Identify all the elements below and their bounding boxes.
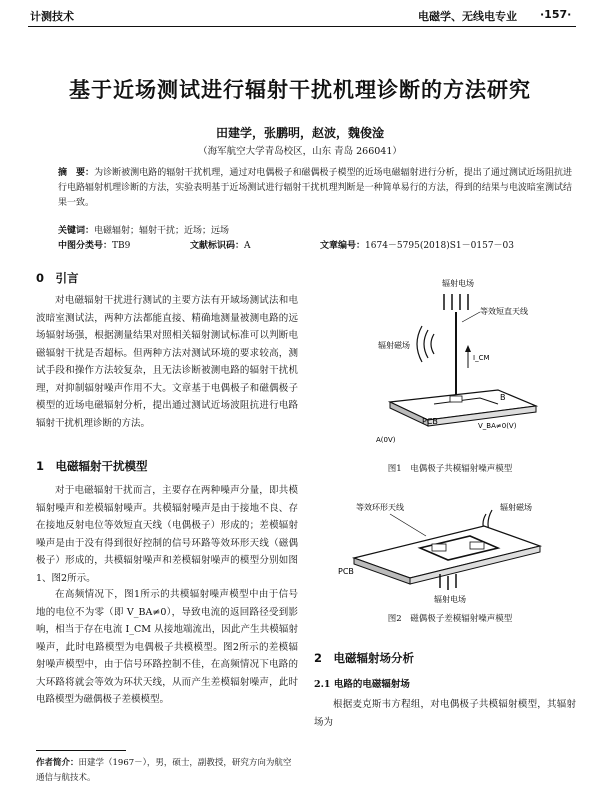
section-0-heading: 0 引言 xyxy=(36,271,79,285)
electric-field-arrows-icon xyxy=(444,294,468,310)
keywords-text: 电磁辐射；辐射干扰；近场；远场 xyxy=(94,226,230,236)
fig2-label-pcb: PCB xyxy=(338,567,354,576)
header-rule xyxy=(28,26,576,27)
footnote-rule xyxy=(36,750,126,751)
fig1-label-b: B xyxy=(500,393,506,402)
section-0-paragraph: 对电磁辐射干扰进行测试的主要方法有开域场测试法和电波暗室测试法，两种方法都能直接、精确地测量被测电路的远场辐射场强，根据测量结果对照相关辐射测试标准可以判断电磁辐射干扰是否超标。但两种方法对测试环境的要求较高，测试手段和操作方法较复杂，且无法诊断被测电路的辐射干扰机理，对抑制辐射噪声作用不大。文章基于电偶极子和磁偶极子模型的近场电磁辐射分析，提出通过测试近场波阻抗进行电路辐射干扰机理诊断的方法。 xyxy=(36,295,298,429)
fig1-label-antenna: 等效短直天线 xyxy=(480,307,528,316)
clc-number: 中图分类号：TB9 xyxy=(58,241,131,251)
document-code: 文献标识码：A xyxy=(190,241,251,251)
figure-2-diagram xyxy=(330,496,570,608)
section-2-heading: 2 电磁辐射场分析 xyxy=(314,651,415,665)
keywords xyxy=(58,223,229,236)
fig1-label-a: A(0V) xyxy=(376,436,396,444)
journal-name: 计测技术 xyxy=(30,10,74,23)
section-2-1-paragraph: 根据麦克斯韦方程组，对电偶极子共模辐射模型，其辐射场为 xyxy=(314,699,576,728)
section-1-paragraph-1: 对于电磁辐射干扰而言，主要存在两种噪声分量，即共模辐射噪声和差模辐射噪声。共模辐射噪声是由于接地不良、存在接地反射电位等效短直天线（电偶极子）形成的；差模辐射噪声是由于没有得到很好控制的信号环路等效环形天线（磁偶极子）形成的，共模辐射噪声和差模辐射噪声的模型分别如图1、图2所示。 xyxy=(36,485,298,584)
fig1-label-pcb: PCB xyxy=(422,417,438,426)
fig1-label-current: I_CM xyxy=(473,354,490,362)
figure-2-caption: 图2 磁偶极子差模辐射噪声模型 xyxy=(387,614,513,624)
fig1-label-electric-field: 辐射电场 xyxy=(442,279,474,288)
section-1-paragraph-2: 在高频情况下，图1所示的共模辐射噪声模型中由于信号地的电位不为零（即 V_BA≠0），导致电流的返回路径受到影响，相当于存在电流 I_CM 从接地端流出，因此产生共模辐射噪声，此时电路模型为电偶极子共模模型。图2所示的差模辐射噪声模型中，由于信号环路控制不佳，在高频情况下电路的大环路将就会等效为环状天线，从而产生差模辐射噪声，此时电路模型为磁偶极子差模模型。 xyxy=(36,589,298,705)
fig1-label-magnetic-field: 辐射磁场 xyxy=(378,341,410,350)
fig2-label-magnetic-field: 辐射磁场 xyxy=(500,503,532,512)
abstract-label: 摘 要： xyxy=(58,168,95,178)
section-1-heading: 1 电磁辐射干扰模型 xyxy=(36,459,148,473)
paper-title: 基于近场测试进行辐射干扰机理诊断的方法研究 xyxy=(69,78,531,102)
journal-section: 电磁学、无线电专业 xyxy=(418,10,517,23)
keywords-label: 关键词： xyxy=(58,226,95,236)
fig1-label-vba: V_BA≠0(V) xyxy=(478,422,517,430)
abstract xyxy=(58,166,572,211)
figure-1-caption: 图1 电偶极子共模辐射噪声模型 xyxy=(387,464,513,474)
section-2-1-heading: 2.1 电路的电磁辐射场 xyxy=(314,679,410,690)
magnetic-field-waves-icon xyxy=(417,326,434,362)
author-footnote: 作者简介：田建学（1967－），男，硕士，副教授，研究方向为航空通信与航技术。 xyxy=(36,758,292,783)
article-number: 文章编号：1674－5795(2018)S1－0157－03 xyxy=(320,241,514,251)
figure-1-diagram xyxy=(330,272,570,450)
affiliation: （海军航空大学青岛校区，山东 青岛 266041） xyxy=(198,146,402,157)
authors: 田建学，张鹏明，赵波，魏俊淦 xyxy=(215,126,384,140)
page-number: ·157· xyxy=(540,8,572,21)
abstract-text: 为诊断被测电路的辐射干扰机理，通过对电偶极子和磁偶极子模型的近场电磁辐射进行分析，提出了通过测试近场阻抗进行电路辐射机理诊断的方法，实验表明基于近场测试进行辐射干扰机理判断是一种简单易行的方法，得到的结果与电波暗室测试结果一致。 xyxy=(58,168,572,208)
fig2-label-antenna: 等效环形天线 xyxy=(356,503,404,512)
fig2-label-electric-field: 辐射电场 xyxy=(434,595,466,604)
